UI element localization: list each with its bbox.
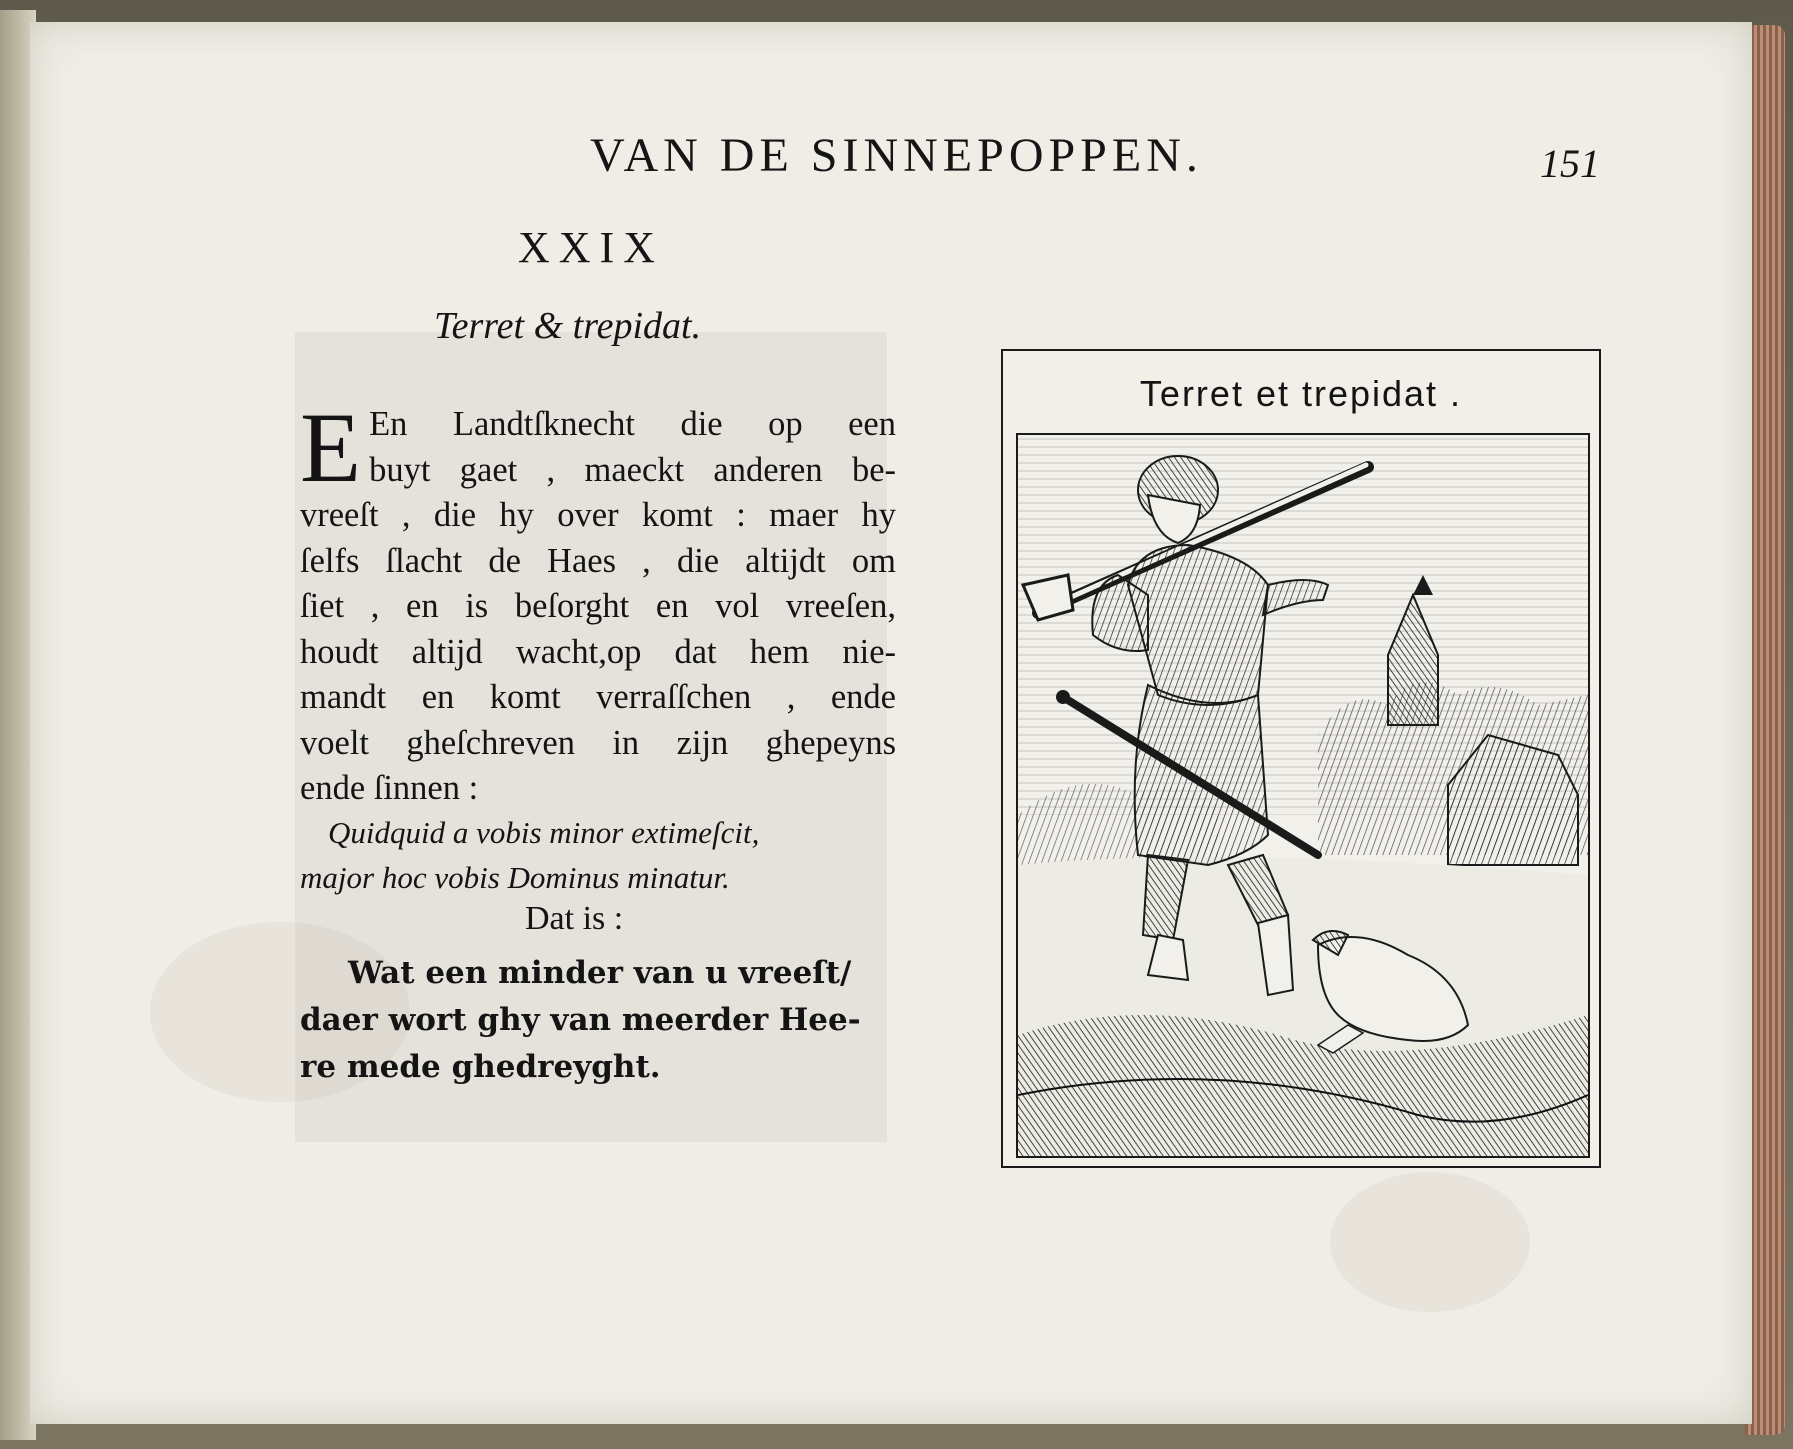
- emblem-plate: [1001, 349, 1601, 1168]
- dutch-line: Wat een minder van u vreeſt/: [348, 955, 852, 991]
- emblem-prose: [300, 392, 896, 812]
- dutch-line: re mede ghedreyght.: [300, 1049, 661, 1085]
- prose-line: ſiet , en is beſorght en vol vreeſen,: [300, 587, 896, 625]
- prose-line: mandt en komt verraſſchen , ende: [300, 678, 896, 716]
- prose-line: buyt gaet , maeckt anderen be-: [369, 450, 896, 489]
- page-number: 151: [1540, 141, 1600, 186]
- soldier-breeches: [1135, 685, 1268, 865]
- prose-line: voelt gheſchreven in zijn ghepeyns: [300, 723, 896, 762]
- dat-is-heading: Dat is :: [525, 900, 624, 937]
- latin-line: Quidquid a vobis minor extimeſcit,: [328, 815, 760, 850]
- dutch-verse: [300, 950, 900, 1091]
- prose-line: vreeſt , die hy over komt : maer hy: [300, 496, 896, 534]
- prose-line: ſelfs ſlacht de Haes , die altijdt om: [300, 541, 896, 580]
- engraving-soldier-with-dog: [1016, 433, 1590, 1158]
- emblem-motto: Terret & trepidat.: [434, 305, 702, 347]
- latin-line: major hoc vobis Dominus minatur.: [300, 860, 730, 895]
- emblem-number: XXIX: [518, 223, 664, 272]
- running-head: VAN DE SINNEPOPPEN.: [590, 129, 1203, 182]
- paper-stain: [1330, 1172, 1530, 1312]
- prose-line: ende ſinnen :: [300, 769, 479, 807]
- prose-line: En Landtſknecht die op een: [369, 405, 896, 443]
- drop-cap: E: [300, 392, 362, 503]
- prose-line: houdt altijd wacht,op dat hem nie-: [300, 632, 896, 671]
- plate-title: Terret et trepidat .: [1139, 373, 1463, 414]
- dutch-line: daer wort ghy van meerder Hee-: [300, 1002, 861, 1038]
- latin-quotation: [300, 810, 900, 900]
